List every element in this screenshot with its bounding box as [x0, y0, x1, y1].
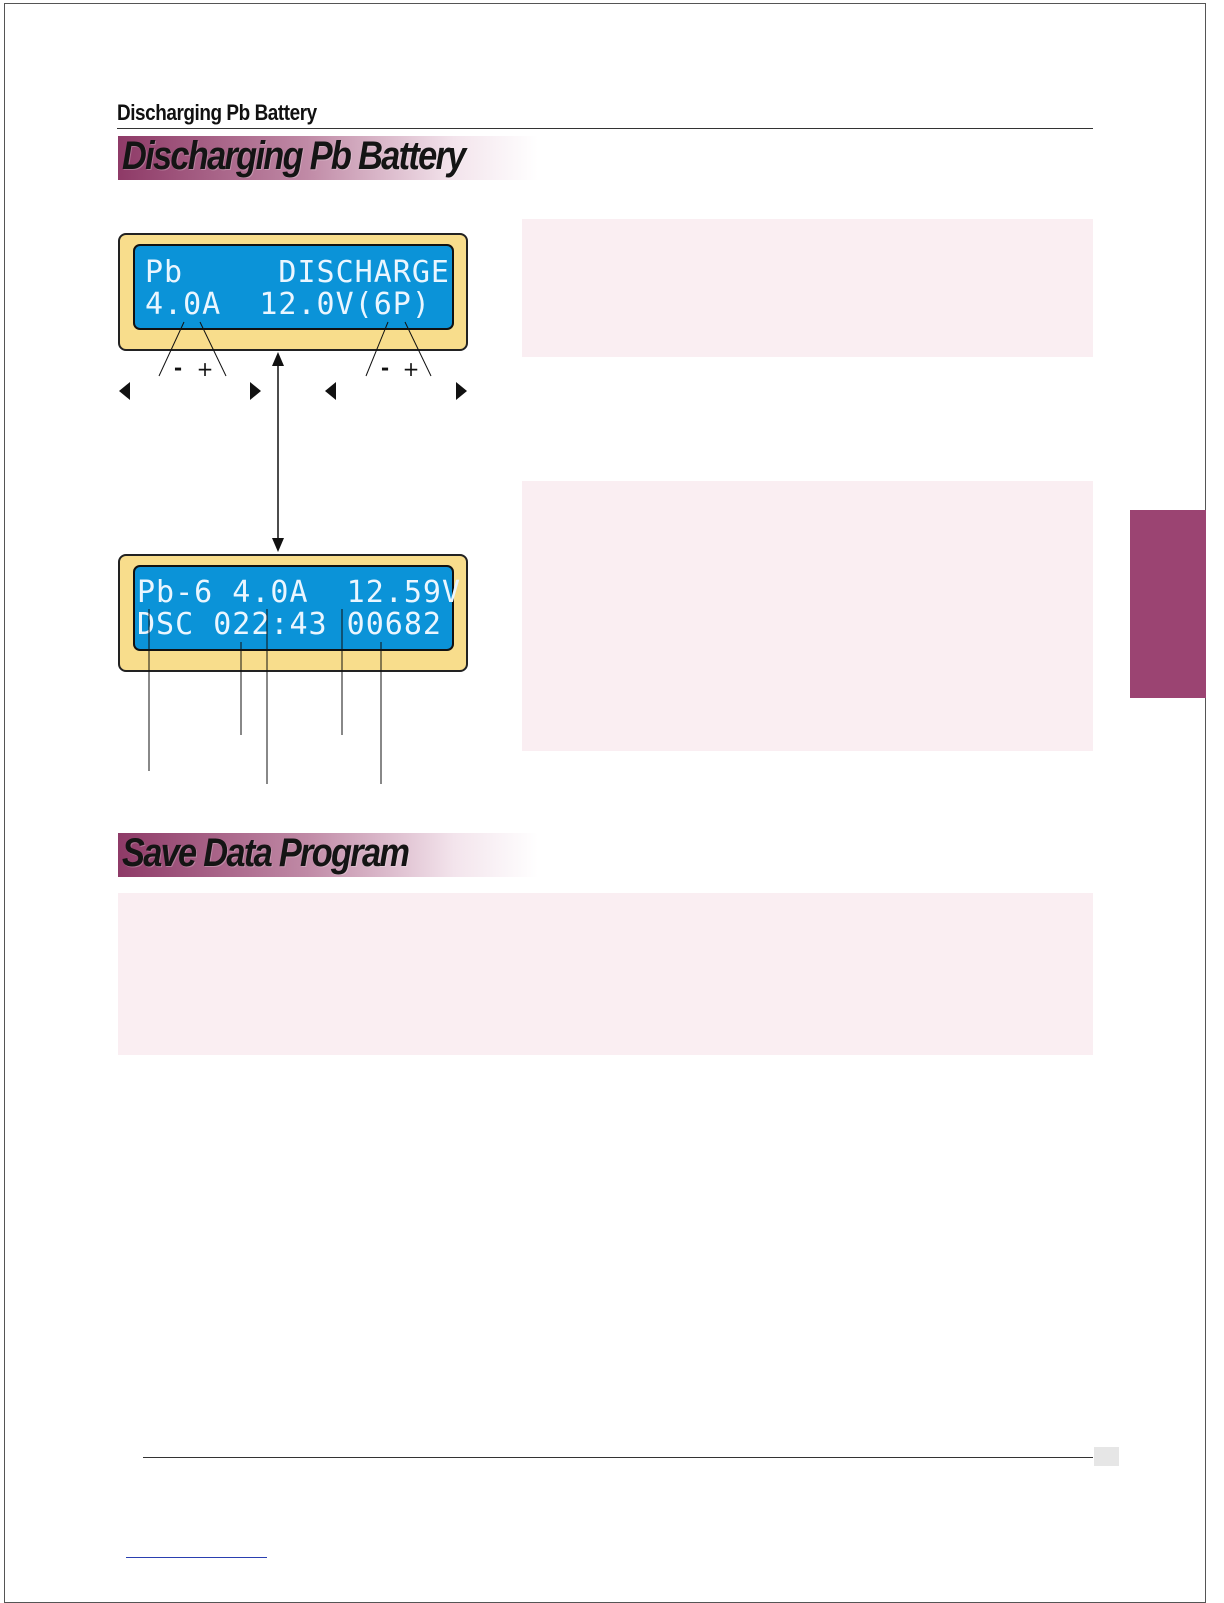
chapter-side-tab — [1130, 510, 1206, 698]
voltage-minus-label: - — [380, 356, 390, 380]
discharge-section-title: Discharging Pb Battery — [122, 134, 465, 178]
footer-divider — [143, 1457, 1093, 1458]
current-decrease-arrow-icon — [119, 382, 130, 400]
footer-link-underline — [126, 1557, 267, 1558]
page-header-title: Discharging Pb Battery — [117, 100, 317, 125]
voltage-plus-label: + — [402, 357, 420, 381]
current-minus-label: - — [173, 356, 183, 380]
lcd-setup-line-1: Pb DISCHARGE — [145, 255, 450, 290]
lcd-status-line-2: DSC 022:43 00682 — [137, 607, 442, 642]
down-arrow-icon — [272, 538, 284, 552]
up-arrow-icon — [272, 352, 284, 366]
current-plus-label: + — [196, 357, 214, 381]
page-number-box — [1094, 1447, 1119, 1466]
voltage-decrease-arrow-icon — [325, 382, 336, 400]
save-data-section-banner — [118, 833, 538, 877]
lcd-status-line-1: Pb-6 4.0A 12.59V — [137, 575, 462, 610]
info-box-save-data — [118, 893, 1093, 1055]
current-increase-arrow-icon — [250, 382, 261, 400]
lcd-setup-line-2: 4.0A 12.0V(6P) — [145, 287, 431, 322]
voltage-increase-arrow-icon — [456, 382, 467, 400]
save-data-section-title: Save Data Program — [122, 831, 409, 875]
